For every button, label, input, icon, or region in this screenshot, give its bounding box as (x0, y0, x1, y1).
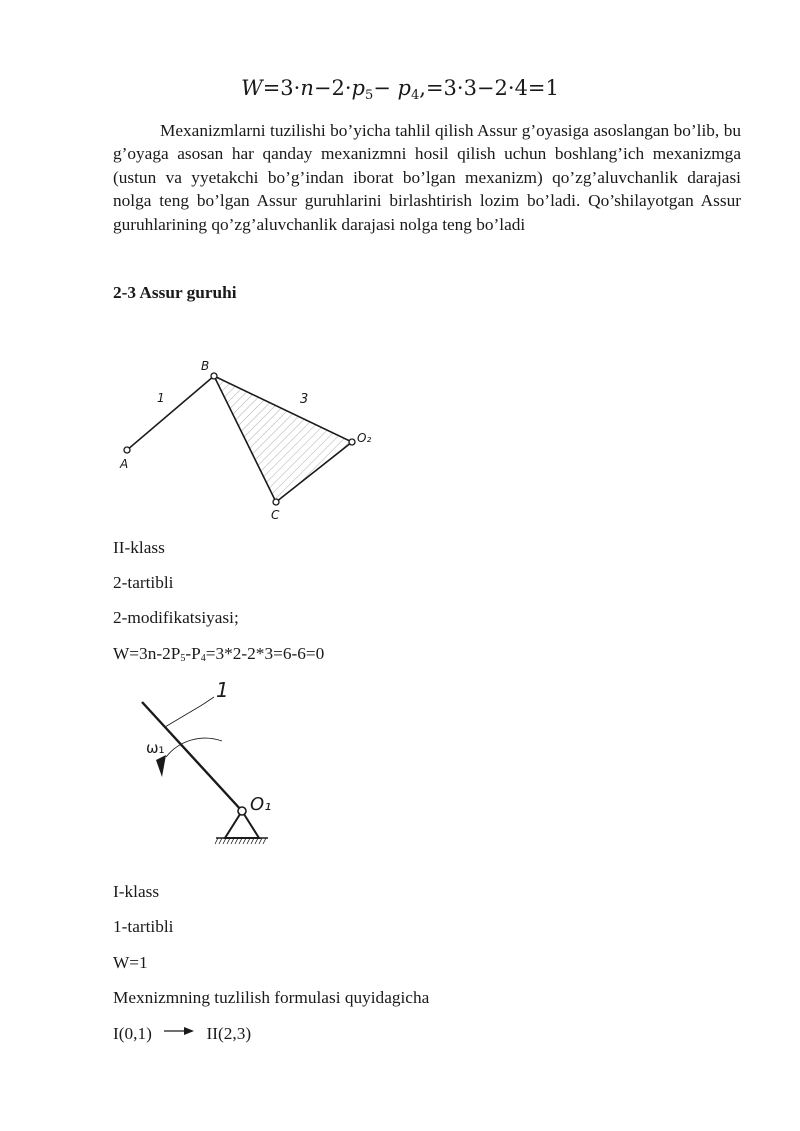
w-text: -P (185, 644, 201, 663)
label-omega: ω₁ (146, 739, 165, 757)
formula-sub: 5 (364, 88, 374, 103)
crank-diagram (130, 675, 290, 850)
formula-w: W (241, 76, 263, 100)
omega-arrow (166, 738, 222, 757)
label-link-1: 1 (157, 391, 165, 405)
group2-modifikatsiya: 2-modifikatsiyasi; (113, 608, 239, 627)
joint-b (211, 373, 217, 379)
group1-mobility: W=1 (113, 953, 148, 972)
formula-p: p (397, 76, 411, 100)
mobility-formula (0, 76, 800, 103)
formula-n: n (300, 76, 314, 100)
link-1 (127, 376, 214, 450)
label-o1: O₁ (250, 794, 272, 815)
arrow-right-icon (162, 1025, 196, 1037)
w-text: W=3n-2P (113, 644, 181, 663)
group1-tartib: 1-tartibli (113, 917, 174, 936)
joint-o2 (349, 439, 355, 445)
omega-arrowhead (156, 755, 166, 777)
formula-part: =3· (262, 76, 301, 100)
formula-p: p (351, 76, 365, 100)
group2-mobility (113, 644, 324, 664)
group2-klass: II-klass (113, 538, 165, 557)
w-sub: 4 (200, 653, 206, 664)
label-a: A (120, 457, 129, 471)
leader-line (202, 697, 214, 705)
intro-paragraph: Mexanizmlarni tuzilishi bo’yicha tahlil qilish Assur g’oyasiga asoslangan bo’lib, bu g’oyaga asosan har qanday mexanizmni hosil qilish uchun boshlang’ich mexanizmga (ustun va yyetakchi bo’g’indan iborat bo’lgan mexanizm) qo’zg’aluvchanlik darajasi nolga teng bo’lgan Assur guruhlarini birlashtirish lozim bo’ladi. Qo’shilayotgan Assur guruhlarining qo’zg’aluvchanlik darajasi nolga teng bo’ladi (113, 121, 741, 234)
label-o2: O₂ (357, 431, 372, 445)
label-b: B (201, 359, 210, 373)
formula-part: −2· (313, 76, 352, 100)
group1-klass: I-klass (113, 882, 160, 901)
joint-o1 (238, 807, 246, 815)
label-link-3: 3 (300, 392, 309, 407)
w-sub: 5 (180, 653, 186, 664)
label-link-1: 1 (216, 678, 229, 702)
formula-part: − (373, 76, 398, 100)
link-3-triangle (214, 376, 352, 502)
formula-sub: 4 (410, 88, 420, 103)
structure-left: I(0,1) (113, 1024, 152, 1043)
group2-tartib: 2-tartibli (113, 573, 174, 592)
formula-part: ,=3·3−2·4=1 (419, 76, 559, 100)
joint-c (273, 499, 279, 505)
formula-intro: Mexnizmning tuzlilish formulasi quyidagicha (113, 988, 430, 1007)
leader-line (165, 705, 202, 727)
joint-a (124, 447, 130, 453)
structure-formula (113, 1024, 251, 1044)
structure-right: II(2,3) (206, 1024, 252, 1043)
label-c: C (271, 508, 280, 522)
assur-group-diagram (110, 350, 380, 525)
w-text: =3*2-2*3=6-6=0 (205, 644, 325, 663)
section-heading: 2-3 Assur guruhi (113, 283, 237, 302)
